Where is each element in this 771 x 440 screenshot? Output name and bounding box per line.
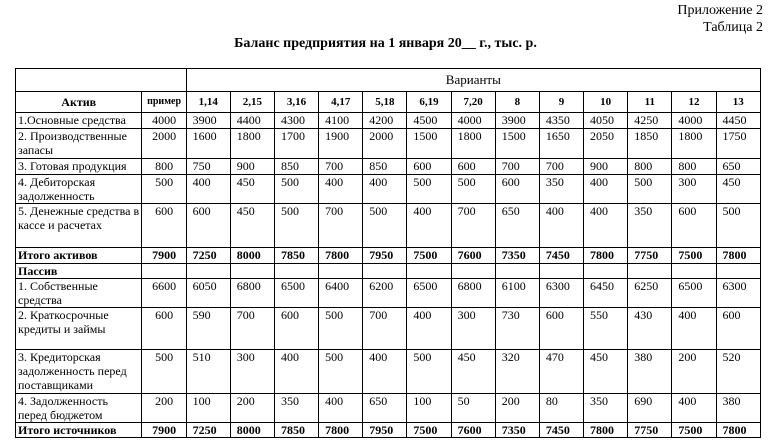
variant-value: 4400 [230, 113, 274, 129]
variant-value: 7800 [319, 423, 363, 438]
variant-value: 500 [274, 175, 318, 204]
example-value: 7900 [142, 423, 186, 438]
variant-value: 8000 [230, 248, 274, 264]
row-label: Итого активов [16, 248, 142, 264]
variant-value: 7850 [274, 248, 318, 264]
variant-value: 7250 [186, 248, 230, 264]
variant-value: 700 [363, 308, 407, 350]
variant-value: 600 [716, 308, 760, 350]
variant-value: 500 [451, 175, 495, 204]
variant-value: 6500 [274, 279, 318, 308]
table-number: Таблица 2 [703, 20, 763, 35]
variant-header: 9 [539, 92, 583, 113]
variant-value: 6500 [672, 279, 716, 308]
variant-value: 600 [407, 159, 451, 175]
variant-value: 400 [539, 204, 583, 248]
variant-value: 1850 [628, 129, 672, 159]
variant-value: 6050 [186, 279, 230, 308]
variant-value: 7750 [628, 248, 672, 264]
table-row [16, 279, 761, 308]
variants-header: Варианты [186, 69, 760, 92]
variant-value: 380 [716, 394, 760, 423]
variant-value: 380 [628, 350, 672, 394]
variant-value: 700 [319, 204, 363, 248]
variant-value: 4000 [672, 113, 716, 129]
variant-value: 500 [407, 350, 451, 394]
variant-value: 1900 [319, 129, 363, 159]
variant-value: 4250 [628, 113, 672, 129]
variant-value: 7850 [274, 423, 318, 438]
variant-value: 4450 [716, 113, 760, 129]
variant-value [407, 264, 451, 279]
variant-header: 2,15 [230, 92, 274, 113]
variant-value: 500 [363, 204, 407, 248]
row-label: 3. Кредиторская задолженность перед поставщиками [16, 350, 142, 394]
variant-value: 300 [451, 308, 495, 350]
variant-value: 7800 [319, 248, 363, 264]
variant-value: 2000 [363, 129, 407, 159]
variant-value: 7800 [584, 248, 628, 264]
row-label: 3. Готовая продукция [16, 159, 142, 175]
variant-value: 500 [319, 308, 363, 350]
variant-value: 6800 [451, 279, 495, 308]
variant-value: 600 [539, 308, 583, 350]
variant-value: 7800 [584, 423, 628, 438]
variant-value: 7800 [716, 248, 760, 264]
asset-header: Актив [16, 92, 142, 113]
variant-value: 600 [451, 159, 495, 175]
variant-value [230, 264, 274, 279]
example-value: 4000 [142, 113, 186, 129]
variant-value: 400 [672, 308, 716, 350]
row-label: 2. Краткосрочные кредиты и займы [16, 308, 142, 350]
row-label: 1.Основные средства [16, 113, 142, 129]
variant-value: 850 [274, 159, 318, 175]
variant-value: 520 [716, 350, 760, 394]
variant-value: 600 [495, 175, 539, 204]
variant-value: 690 [628, 394, 672, 423]
row-label: 2. Производственные запасы [16, 129, 142, 159]
total-row [16, 423, 761, 438]
variant-header: 5,18 [363, 92, 407, 113]
variant-value: 1500 [407, 129, 451, 159]
variant-value: 510 [186, 350, 230, 394]
variant-value: 1800 [672, 129, 716, 159]
variant-value: 6250 [628, 279, 672, 308]
variant-value: 400 [584, 175, 628, 204]
variant-value: 450 [230, 204, 274, 248]
variant-value [363, 264, 407, 279]
variant-value: 7350 [495, 423, 539, 438]
appendix-label: Приложение 2 [677, 3, 763, 18]
appendix-note [677, 2, 763, 36]
variant-value [539, 264, 583, 279]
example-value: 200 [142, 394, 186, 423]
variant-value: 700 [230, 308, 274, 350]
variant-value: 600 [274, 308, 318, 350]
variant-value: 7250 [186, 423, 230, 438]
variant-value: 700 [451, 204, 495, 248]
variant-value: 1650 [539, 129, 583, 159]
variant-value: 4100 [319, 113, 363, 129]
variant-value: 1500 [495, 129, 539, 159]
variant-value: 6100 [495, 279, 539, 308]
variant-value: 3900 [186, 113, 230, 129]
variant-value: 4050 [584, 113, 628, 129]
variant-value: 8000 [230, 423, 274, 438]
variant-value: 590 [186, 308, 230, 350]
variant-value [628, 264, 672, 279]
variant-value [584, 264, 628, 279]
variant-value: 500 [319, 350, 363, 394]
row-label: Пассив [16, 264, 142, 279]
variant-value: 7750 [628, 423, 672, 438]
variant-header: 6,19 [407, 92, 451, 113]
row-label: 4. Задолженность перед бюджетом [16, 394, 142, 423]
table-row [16, 175, 761, 204]
variant-value: 50 [451, 394, 495, 423]
variant-value: 900 [584, 159, 628, 175]
variant-value: 200 [672, 350, 716, 394]
variant-value [451, 264, 495, 279]
variant-value: 300 [230, 350, 274, 394]
variant-value: 650 [363, 394, 407, 423]
variant-value: 200 [230, 394, 274, 423]
variant-value: 3900 [495, 113, 539, 129]
variant-value: 500 [407, 175, 451, 204]
variant-value: 800 [628, 159, 672, 175]
balance-table [15, 68, 761, 438]
variant-value: 7600 [451, 423, 495, 438]
variant-value: 350 [274, 394, 318, 423]
variant-value: 900 [230, 159, 274, 175]
example-value: 800 [142, 159, 186, 175]
example-value: 7900 [142, 248, 186, 264]
variant-value: 750 [186, 159, 230, 175]
variant-value: 6400 [319, 279, 363, 308]
variant-value: 2050 [584, 129, 628, 159]
variant-value: 450 [584, 350, 628, 394]
variant-value: 350 [539, 175, 583, 204]
header-row-columns [16, 92, 761, 113]
variant-value: 7950 [363, 423, 407, 438]
variant-value: 400 [407, 308, 451, 350]
table-row [16, 308, 761, 350]
variant-value: 400 [186, 175, 230, 204]
table-row [16, 129, 761, 159]
variant-value: 4000 [451, 113, 495, 129]
variant-header: 12 [672, 92, 716, 113]
variant-value: 7500 [407, 248, 451, 264]
variant-value: 7800 [716, 423, 760, 438]
row-label: 5. Денежные средства в кассе и расчетах [16, 204, 142, 248]
variant-value: 80 [539, 394, 583, 423]
variant-value: 430 [628, 308, 672, 350]
variant-value: 1800 [230, 129, 274, 159]
variant-value [319, 264, 363, 279]
variant-value: 6300 [716, 279, 760, 308]
variant-value: 400 [319, 394, 363, 423]
variant-value: 850 [363, 159, 407, 175]
table-body [16, 113, 761, 438]
variant-value: 600 [672, 204, 716, 248]
variant-value: 6300 [539, 279, 583, 308]
variant-value: 450 [451, 350, 495, 394]
row-label: 1. Собственные средства [16, 279, 142, 308]
variant-value: 300 [672, 175, 716, 204]
table-row [16, 350, 761, 394]
variant-value: 400 [274, 350, 318, 394]
variant-value: 1600 [186, 129, 230, 159]
variant-header: 3,16 [274, 92, 318, 113]
variant-value: 400 [363, 350, 407, 394]
variant-header: 11 [628, 92, 672, 113]
variant-value: 400 [584, 204, 628, 248]
variant-value: 7500 [407, 423, 451, 438]
variant-header: 10 [584, 92, 628, 113]
variant-header: 1,14 [186, 92, 230, 113]
variant-value: 400 [672, 394, 716, 423]
variant-value: 6200 [363, 279, 407, 308]
example-value: 500 [142, 175, 186, 204]
variant-value: 7350 [495, 248, 539, 264]
table-row [16, 113, 761, 129]
table-row [16, 159, 761, 175]
example-value: 600 [142, 204, 186, 248]
variant-header: 4,17 [319, 92, 363, 113]
variant-value: 450 [230, 175, 274, 204]
variant-header: 13 [716, 92, 760, 113]
variant-value: 470 [539, 350, 583, 394]
example-value: 6600 [142, 279, 186, 308]
example-header: пример [142, 92, 186, 113]
variant-value: 500 [274, 204, 318, 248]
variant-value: 7500 [672, 248, 716, 264]
variant-value: 4300 [274, 113, 318, 129]
table-row [16, 204, 761, 248]
variant-value: 7450 [539, 423, 583, 438]
variant-value: 700 [319, 159, 363, 175]
variant-value: 500 [716, 204, 760, 248]
variant-value: 650 [716, 159, 760, 175]
variant-value: 1750 [716, 129, 760, 159]
variant-value: 6450 [584, 279, 628, 308]
variant-value: 6500 [407, 279, 451, 308]
variant-value [186, 264, 230, 279]
header-empty-cell [16, 69, 187, 92]
variant-value: 650 [495, 204, 539, 248]
variant-value: 7950 [363, 248, 407, 264]
variant-value: 1800 [451, 129, 495, 159]
variant-value: 320 [495, 350, 539, 394]
variant-value: 550 [584, 308, 628, 350]
example-value: 500 [142, 350, 186, 394]
variant-value [274, 264, 318, 279]
variant-value: 350 [584, 394, 628, 423]
variant-value [495, 264, 539, 279]
variant-value: 400 [319, 175, 363, 204]
variant-value: 7500 [672, 423, 716, 438]
example-value: 2000 [142, 129, 186, 159]
table-row [16, 394, 761, 423]
variant-value: 400 [407, 204, 451, 248]
variant-value: 7450 [539, 248, 583, 264]
variant-value: 350 [628, 204, 672, 248]
example-value: 600 [142, 308, 186, 350]
variant-value: 700 [495, 159, 539, 175]
variant-value: 400 [363, 175, 407, 204]
variant-value: 200 [495, 394, 539, 423]
header-row-variants [16, 69, 761, 92]
variant-value: 700 [539, 159, 583, 175]
variant-header: 8 [495, 92, 539, 113]
variant-value: 1700 [274, 129, 318, 159]
variant-value [716, 264, 760, 279]
section-row [16, 264, 761, 279]
row-label: Итого источников [16, 423, 142, 438]
variant-value: 7600 [451, 248, 495, 264]
total-row [16, 248, 761, 264]
variant-value: 450 [716, 175, 760, 204]
variant-value: 4350 [539, 113, 583, 129]
variant-value: 500 [628, 175, 672, 204]
variant-value: 4200 [363, 113, 407, 129]
variant-value [672, 264, 716, 279]
variant-value: 730 [495, 308, 539, 350]
variant-value: 100 [186, 394, 230, 423]
variant-header: 7,20 [451, 92, 495, 113]
page-title: Баланс предприятия на 1 января 20__ г., тыс. р. [234, 36, 537, 51]
variant-value: 4500 [407, 113, 451, 129]
variant-value: 800 [672, 159, 716, 175]
variant-value: 6800 [230, 279, 274, 308]
variant-value: 100 [407, 394, 451, 423]
row-label: 4. Дебиторская задолженность [16, 175, 142, 204]
variant-value: 600 [186, 204, 230, 248]
example-value [142, 264, 186, 279]
